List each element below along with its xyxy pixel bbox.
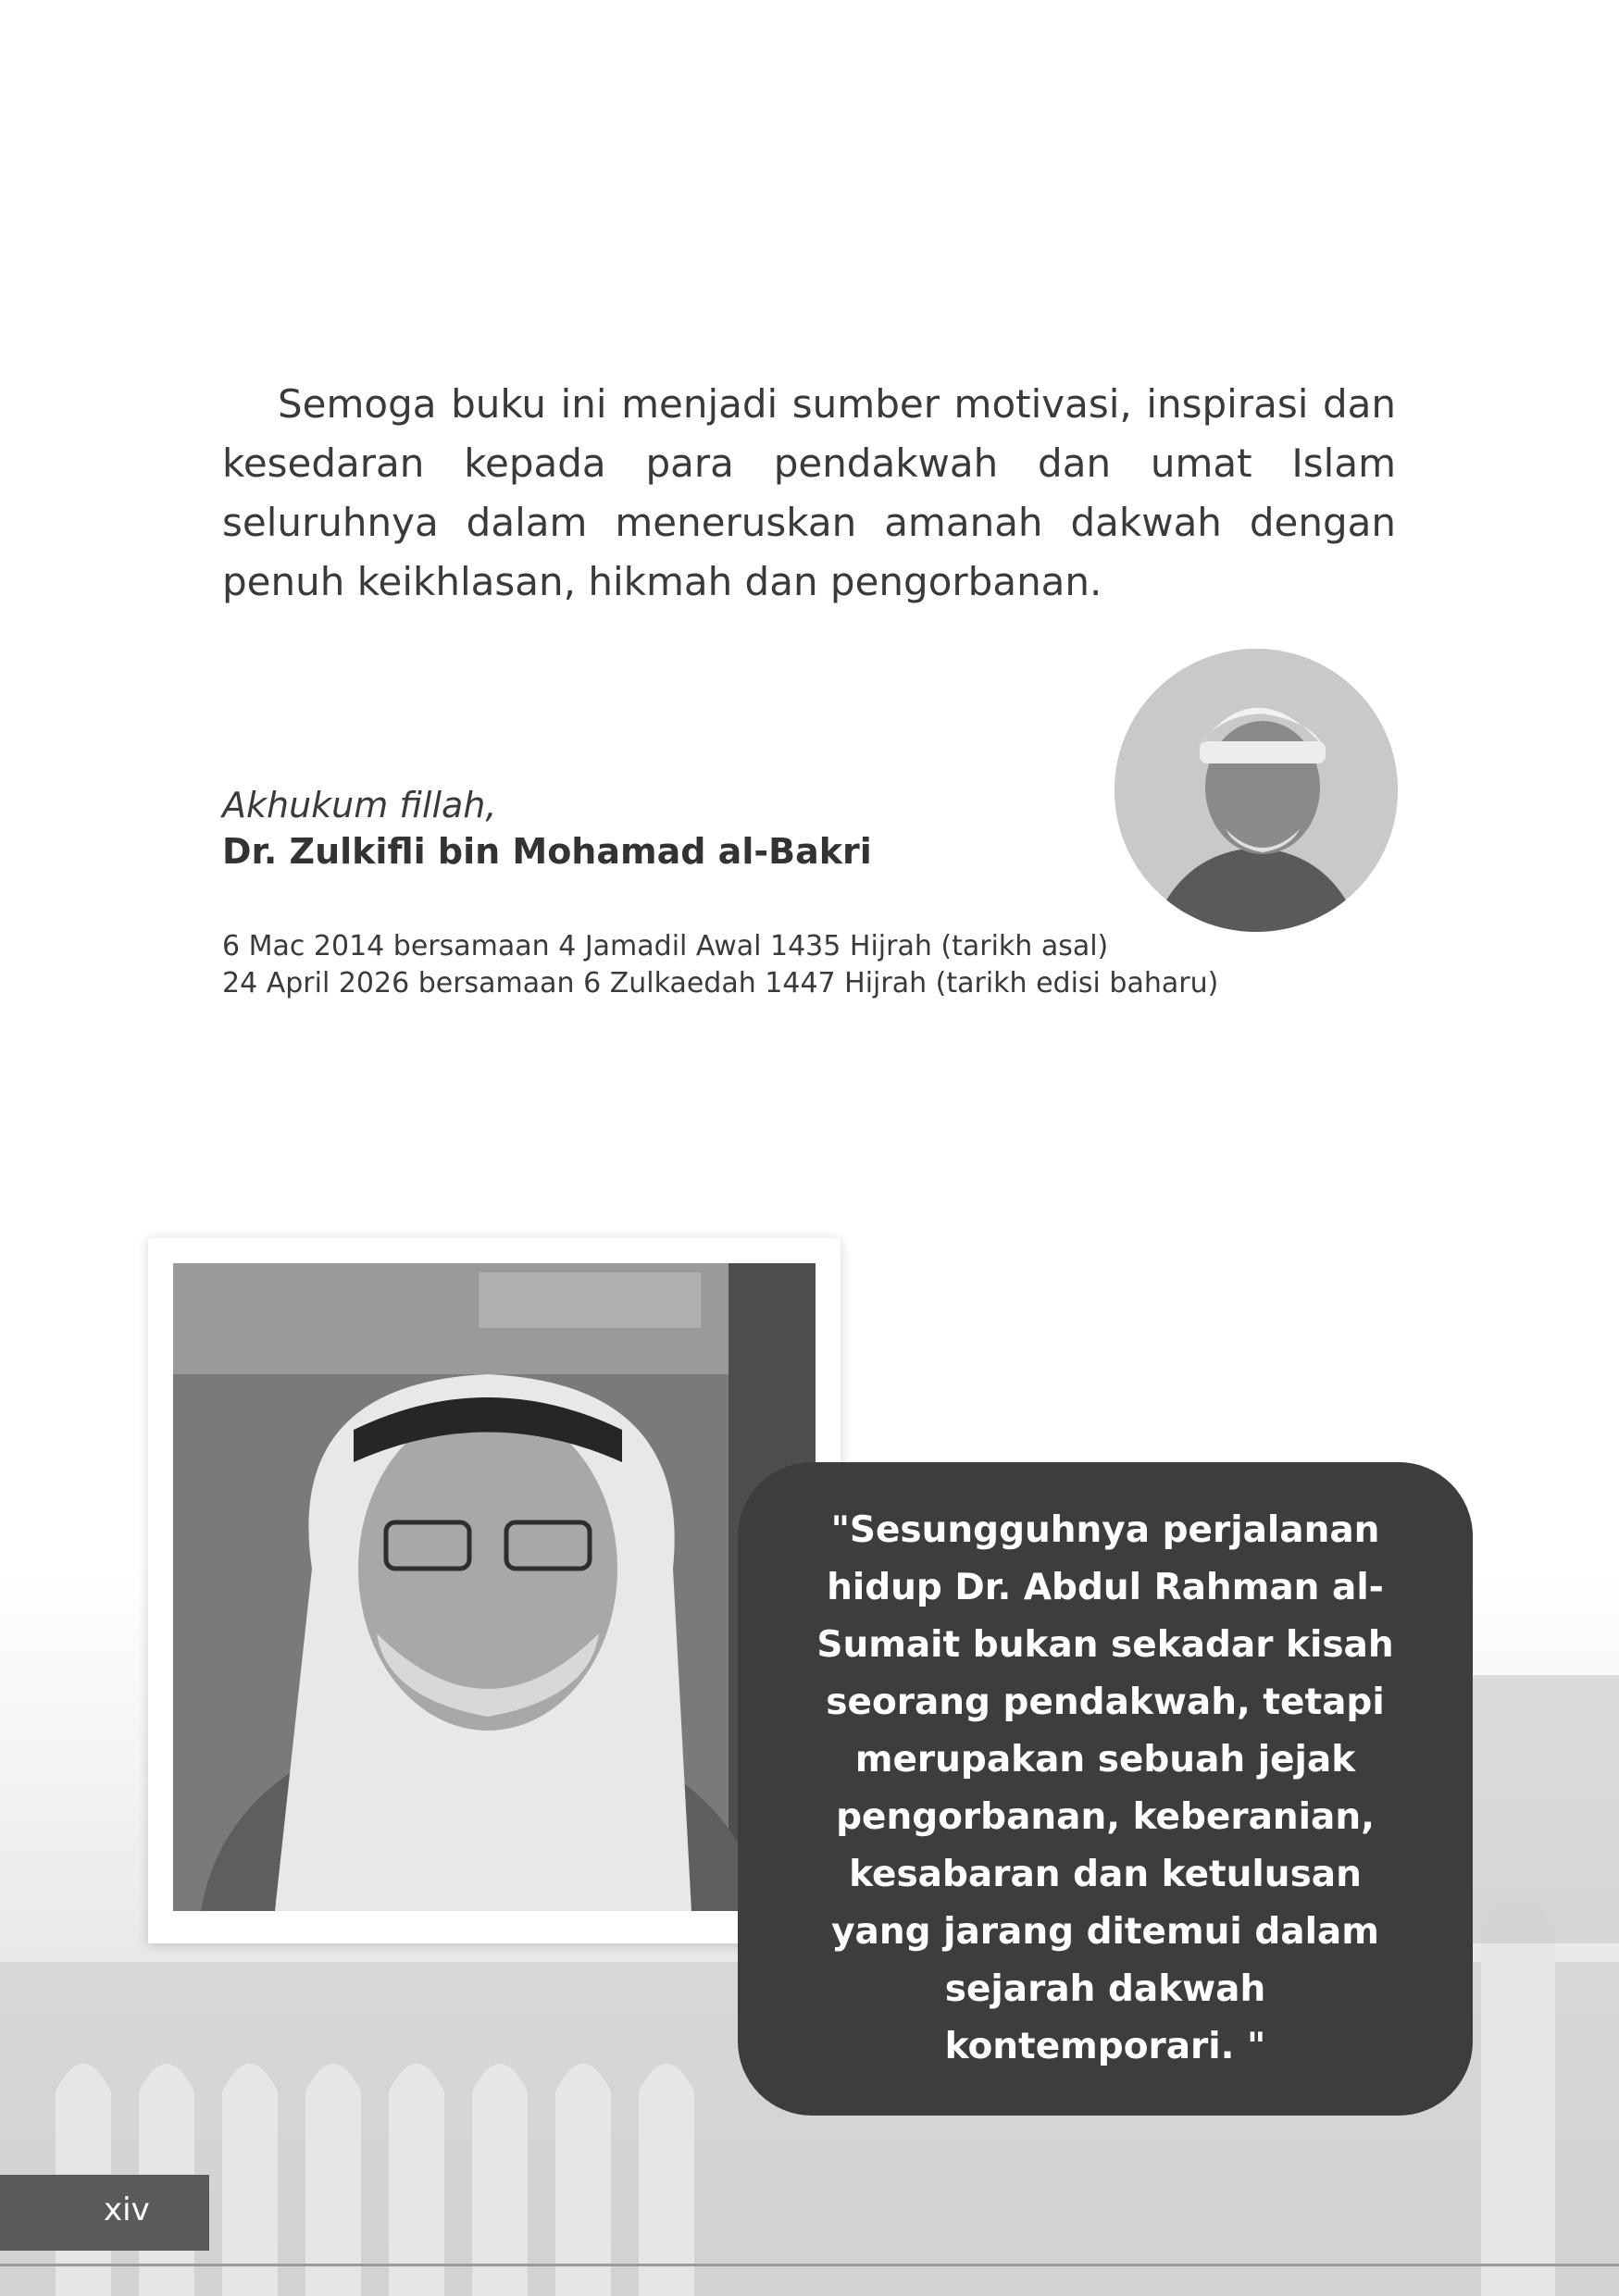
closing-signature [222, 782, 872, 875]
author-name: Dr. Zulkifli bin Mohamad al-Bakri [222, 831, 872, 872]
dates-block [222, 928, 1218, 1002]
author-portrait-illustration [1115, 649, 1398, 932]
page-number: xiv [104, 2191, 150, 2228]
new-edition-date: 24 April 2026 bersamaan 6 Zulkaedah 1447 Hijrah (tarikh edisi baharu) [222, 967, 1219, 999]
original-date: 6 Mac 2014 bersamaan 4 Jamadil Awal 1435 Hijrah (tarikh asal) [222, 930, 1109, 962]
subject-photo [173, 1263, 816, 1911]
subject-photo-frame [148, 1238, 841, 1943]
author-portrait-image [1115, 649, 1398, 932]
subject-portrait-illustration [173, 1263, 816, 1911]
quote-box [738, 1462, 1473, 2116]
closing-greeting: Akhukum fillah, [222, 785, 497, 825]
quote-text: "Sesungguhnya perjalanan hidup Dr. Abdul Rahman al-Sumait bukan sekadar kisah seorang pendakwah, tetapi merupakan sebuah jejak pengorbanan, keberanian, kesabaran dan ketulusan yang jarang ditemui dalam sejarah dakwah kontemporari. " [816, 1509, 1394, 2067]
closing-paragraph: Semoga buku ini menjadi sumber motivasi, inspirasi dan kesedaran kepada para pendakwah dan umat Islam seluruhnya dalam meneruskan amanah dakwah dengan penuh keikhlasan, hikmah dan pengorbanan. [222, 381, 1396, 604]
bottom-divider [0, 2264, 1619, 2266]
